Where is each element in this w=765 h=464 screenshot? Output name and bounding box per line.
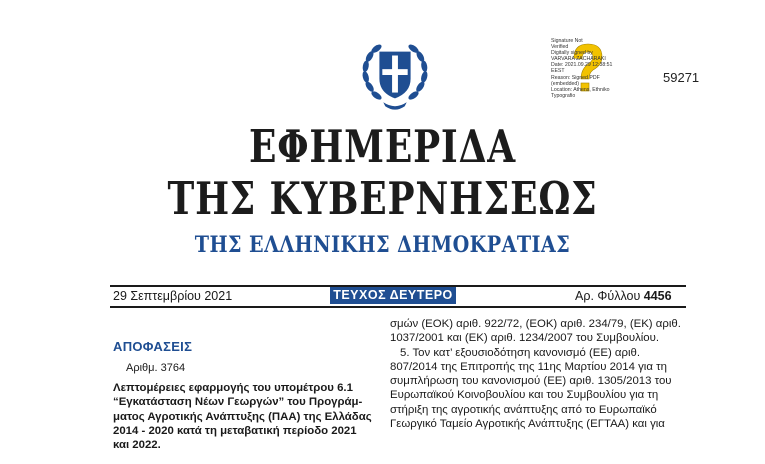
signature-line: EEST <box>551 68 565 75</box>
signature-line: Date: 2021.09.29 12:38:51 <box>551 62 613 69</box>
signature-line: Typografio <box>551 92 576 99</box>
decision-title-line: και 2022. <box>113 439 161 452</box>
body-line: συμπλήρωση του κανονισμού (ΕΕ) αριθ. 1305/2013 του <box>390 375 672 388</box>
digital-signature-block <box>551 38 621 99</box>
decision-title-line: 2014 - 2020 κατά τη μεταβατική περίοδο 2021 <box>113 424 357 437</box>
signature-line: Reason: Signed PDF <box>551 74 600 81</box>
greek-emblem-icon <box>356 36 434 114</box>
signature-line: Signature Not <box>551 38 583 44</box>
signature-line: VARVARA ZACHARAKI <box>551 56 606 63</box>
masthead-title-line2: ΤΗΣ ΚΥΒΕΡΝΗΣΕΩΣ <box>167 172 598 225</box>
section-heading: ΑΠΟΦΑΣΕΙΣ <box>113 339 193 354</box>
masthead-subtitle: ΤΗΣ ΕΛΛΗΝΙΚΗΣ ΔΗΜΟΚΡΑΤΙΑΣ <box>194 232 571 258</box>
body-line: σμών (ΕΟΚ) αριθ. 922/72, (ΕΟΚ) αριθ. 234/79, (ΕΚ) αριθ. <box>390 318 681 330</box>
body-line: 5. Τον κατ’ εξουσιοδότηση κανονισμό (ΕΕ) αριθ. <box>400 346 641 359</box>
body-line: στήριξη της αγροτικής ανάπτυξης από το Ευρωπαϊκό <box>390 403 657 416</box>
body-line: Γεωργικό Ταμείο Αγροτικής Ανάπτυξης (ΕΓΤΑΑ) και για <box>390 418 665 431</box>
decision-title-line: Λεπτομέρειες εφαρμογής του υπομέτρου 6.1 <box>113 382 353 394</box>
signature-line: Digitally signed by <box>551 50 593 57</box>
issue-teuxos-badge: ΤΕΥΧΟΣ ΔΕΥΤΕΡΟ <box>330 287 456 304</box>
signature-line: Verified <box>551 44 569 51</box>
signature-line: (embedded) <box>551 80 579 87</box>
page-number: 59271 <box>663 70 700 85</box>
decision-title-line: ματος Αγροτικής Ανάπτυξης (ΠΑΑ) της Ελλάδας <box>113 410 372 423</box>
sheet-number-value: 4456 <box>643 289 672 303</box>
right-column-text <box>390 317 712 431</box>
sheet-number-label: Αρ. Φύλλου <box>575 289 644 303</box>
issue-sheet-number <box>575 289 672 303</box>
issue-bar-bottom-rule <box>110 306 686 308</box>
decision-number: Αριθμ. 3764 <box>126 362 186 374</box>
issue-date: 29 Σεπτεμβρίου 2021 <box>113 289 233 303</box>
signature-line: Location: Athens, Ethniko <box>551 86 610 93</box>
body-line: 1037/2001 και (ΕΚ) αριθ. 1234/2007 του Συμβουλίου. <box>390 332 660 345</box>
decision-title <box>113 381 383 452</box>
body-line: 807/2014 της Επιτροπής της 11ης Μαρτίου 2014 για τη <box>390 360 667 373</box>
decision-title-line: “Εγκατάσταση Νέων Γεωργών” του Προγράμ- <box>113 396 363 409</box>
masthead-title-line1: ΕΦΗΜΕΡΙΔΑ <box>248 120 517 173</box>
body-line: Ευρωπαϊκού Κοινοβουλίου και του Συμβουλίου για τη <box>390 389 659 402</box>
